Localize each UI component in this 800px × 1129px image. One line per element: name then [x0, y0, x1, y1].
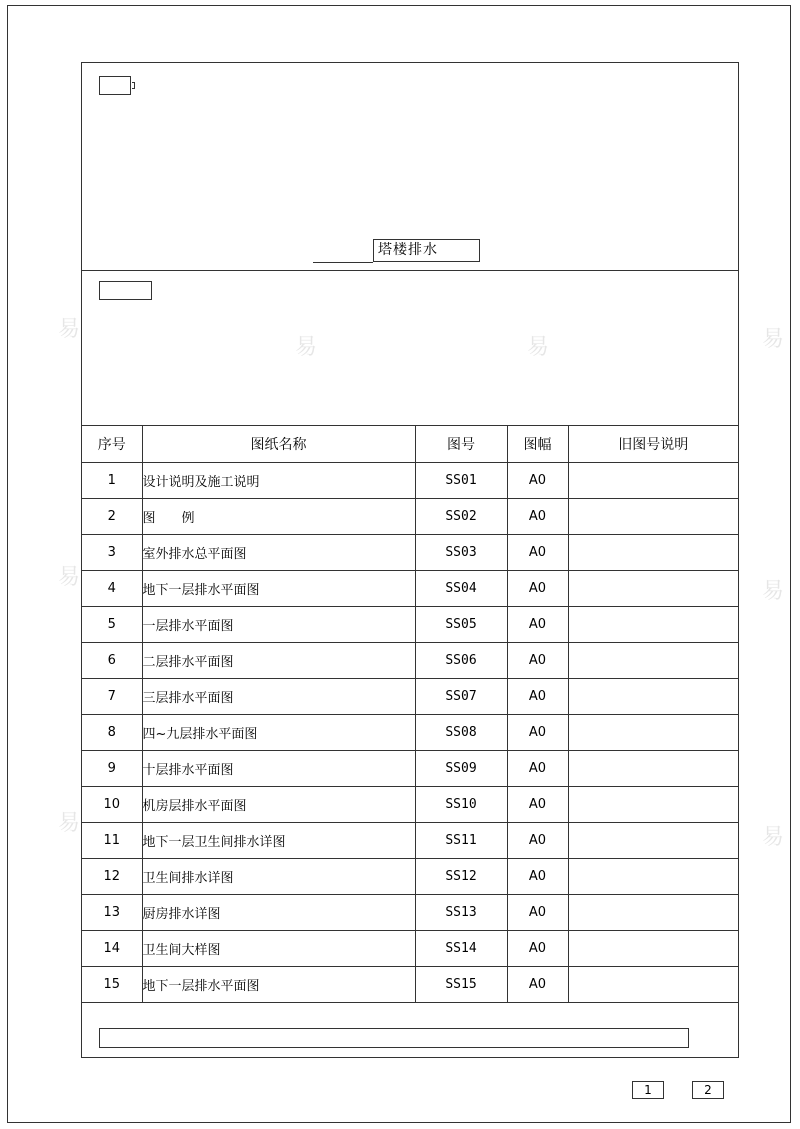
row-code: SS03: [415, 535, 507, 571]
table-row: [82, 679, 738, 715]
row-no: 13: [82, 895, 142, 931]
table-row: [82, 607, 738, 643]
table-row: [82, 895, 738, 931]
logo-box: [99, 76, 131, 95]
row-size: A0: [507, 751, 568, 787]
row-remark: [568, 895, 738, 931]
row-name: 三层排水平面图: [142, 679, 415, 715]
row-code: SS12: [415, 859, 507, 895]
header-remark: 旧图号说明: [568, 426, 738, 463]
row-name: 卫生间排水详图: [142, 859, 415, 895]
table-row: [82, 751, 738, 787]
row-no: 10: [82, 787, 142, 823]
table-row: [82, 715, 738, 751]
row-size: A0: [507, 895, 568, 931]
row-no: 8: [82, 715, 142, 751]
row-code: SS09: [415, 751, 507, 787]
row-code: SS02: [415, 499, 507, 535]
watermark: 易: [762, 579, 785, 604]
footer-box: [99, 1028, 689, 1048]
row-no: 4: [82, 571, 142, 607]
row-name: 二层排水平面图: [142, 643, 415, 679]
title-underline: [313, 262, 373, 263]
table-row: [82, 967, 738, 1003]
row-size: A0: [507, 859, 568, 895]
row-no: 7: [82, 679, 142, 715]
row-no: 6: [82, 643, 142, 679]
table-row: [82, 571, 738, 607]
row-code: SS07: [415, 679, 507, 715]
table-row: [82, 859, 738, 895]
row-name: 机房层排水平面图: [142, 787, 415, 823]
watermark: 易: [58, 565, 81, 590]
row-code: SS04: [415, 571, 507, 607]
row-size: A0: [507, 967, 568, 1003]
row-size: A0: [507, 607, 568, 643]
row-remark: [568, 463, 738, 499]
row-size: A0: [507, 535, 568, 571]
row-name: 十层排水平面图: [142, 751, 415, 787]
table-row: [82, 643, 738, 679]
row-size: A0: [507, 823, 568, 859]
header-no: 序号: [82, 426, 142, 463]
watermark: 易: [58, 317, 81, 342]
row-no: 15: [82, 967, 142, 1003]
row-name: 卫生间大样图: [142, 931, 415, 967]
row-remark: [568, 499, 738, 535]
watermark: 易: [295, 335, 318, 360]
row-code: SS13: [415, 895, 507, 931]
row-code: SS15: [415, 967, 507, 1003]
page-current: 1: [632, 1081, 664, 1099]
watermark: 易: [762, 825, 785, 850]
row-remark: [568, 715, 738, 751]
table-row: [82, 823, 738, 859]
row-no: 2: [82, 499, 142, 535]
drawing-title: 塔楼排水: [373, 239, 480, 262]
title-zone: [82, 63, 738, 271]
table-row: [82, 535, 738, 571]
row-name: 室外排水总平面图: [142, 535, 415, 571]
table-row: [82, 931, 738, 967]
row-no: 1: [82, 463, 142, 499]
header-code: 图号: [415, 426, 507, 463]
row-name: 四~九层排水平面图: [142, 715, 415, 751]
row-code: SS14: [415, 931, 507, 967]
row-remark: [568, 751, 738, 787]
row-code: SS01: [415, 463, 507, 499]
row-code: SS11: [415, 823, 507, 859]
row-no: 11: [82, 823, 142, 859]
header-size: 图幅: [507, 426, 568, 463]
row-size: A0: [507, 715, 568, 751]
row-name: 地下一层排水平面图: [142, 571, 415, 607]
row-code: SS08: [415, 715, 507, 751]
row-name: 设计说明及施工说明: [142, 463, 415, 499]
row-size: A0: [507, 499, 568, 535]
row-size: A0: [507, 463, 568, 499]
row-remark: [568, 535, 738, 571]
row-name: 地下一层卫生间排水详图: [142, 823, 415, 859]
table-row: [82, 499, 738, 535]
drawing-list-table: [82, 425, 738, 1003]
row-remark: [568, 571, 738, 607]
watermark: 易: [527, 335, 550, 360]
row-remark: [568, 787, 738, 823]
row-remark: [568, 859, 738, 895]
row-size: A0: [507, 787, 568, 823]
watermark: 易: [762, 327, 785, 352]
subtitle-box: [99, 281, 152, 300]
watermark: 易: [58, 811, 81, 836]
row-remark: [568, 823, 738, 859]
row-no: 9: [82, 751, 142, 787]
page-total: 2: [692, 1081, 724, 1099]
row-remark: [568, 679, 738, 715]
row-size: A0: [507, 643, 568, 679]
row-code: SS10: [415, 787, 507, 823]
row-remark: [568, 967, 738, 1003]
row-remark: [568, 607, 738, 643]
drawing-frame: [81, 62, 739, 1058]
row-size: A0: [507, 679, 568, 715]
table-header-row: [82, 426, 738, 463]
row-remark: [568, 931, 738, 967]
row-no: 14: [82, 931, 142, 967]
row-no: 12: [82, 859, 142, 895]
header-name: 图纸名称: [142, 426, 415, 463]
row-size: A0: [507, 931, 568, 967]
table-row: [82, 787, 738, 823]
row-name: 地下一层排水平面图: [142, 967, 415, 1003]
row-name: 厨房排水详图: [142, 895, 415, 931]
row-code: SS06: [415, 643, 507, 679]
row-remark: [568, 643, 738, 679]
row-size: A0: [507, 571, 568, 607]
row-no: 5: [82, 607, 142, 643]
row-code: SS05: [415, 607, 507, 643]
row-name: 图 例: [142, 499, 415, 535]
row-no: 3: [82, 535, 142, 571]
row-name: 一层排水平面图: [142, 607, 415, 643]
table-row: [82, 463, 738, 499]
